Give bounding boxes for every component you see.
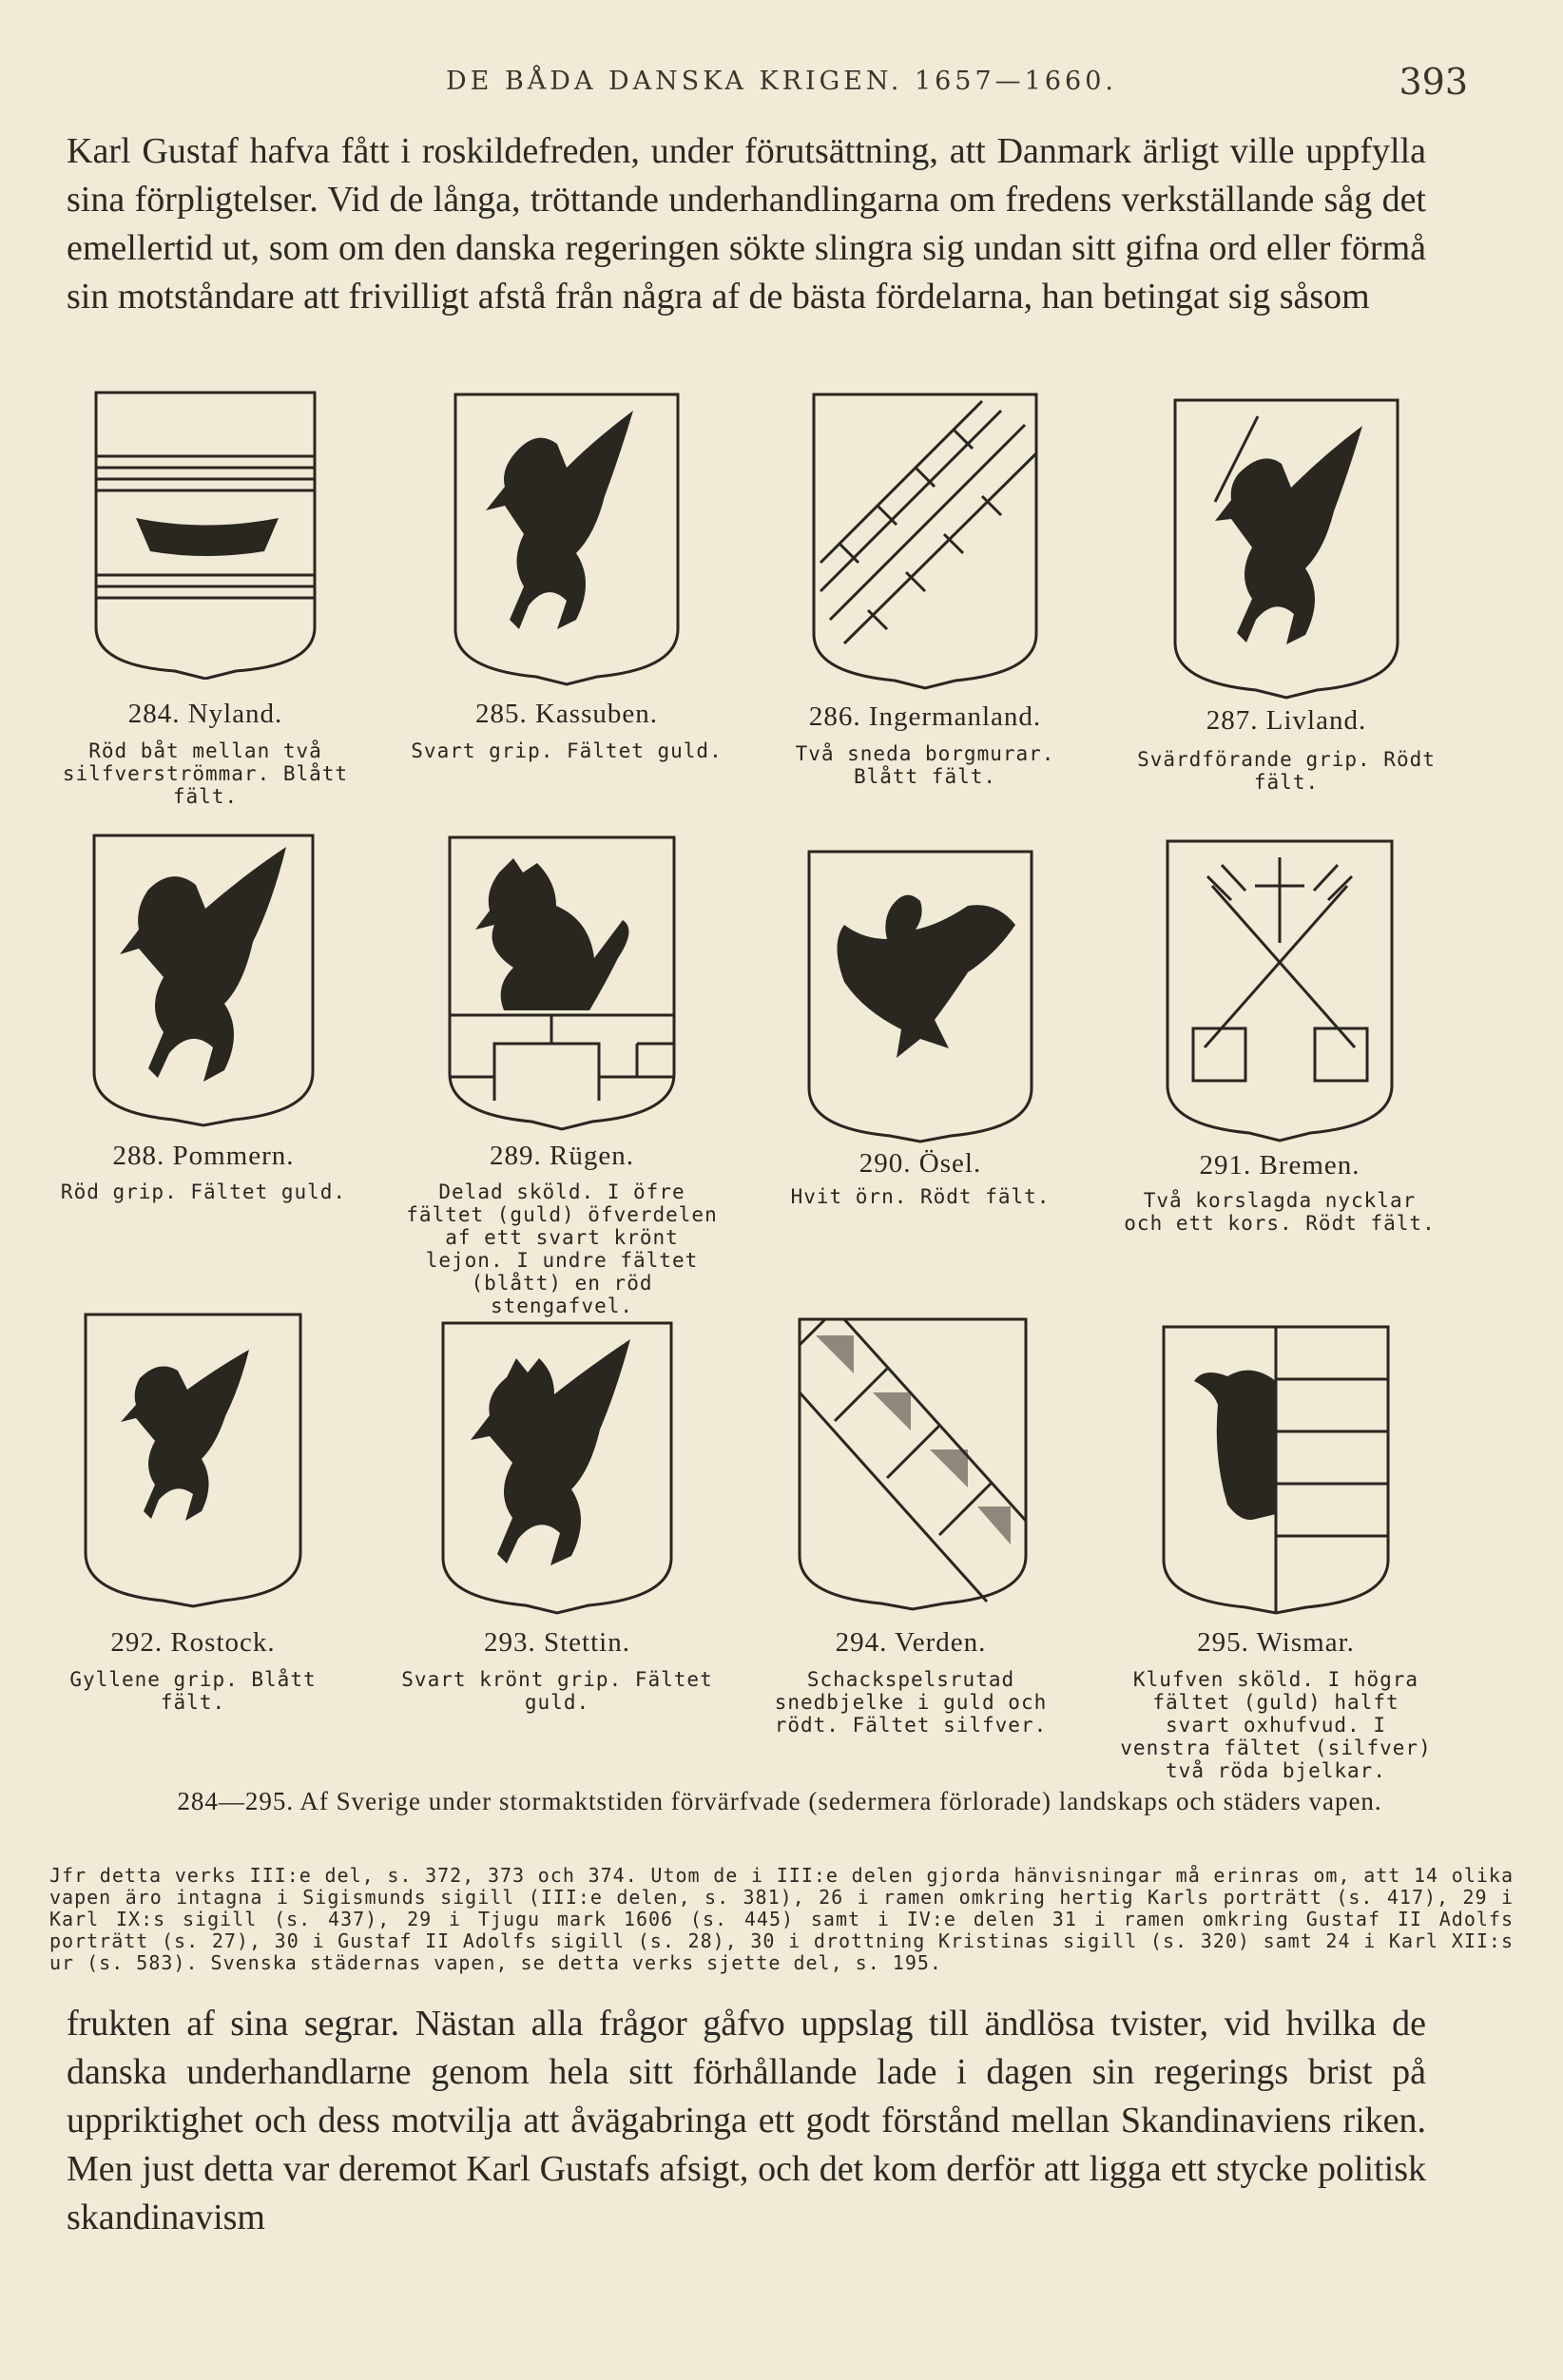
eagle-icon: [806, 849, 1034, 1143]
walls-icon: [811, 392, 1039, 691]
arms-title-287: 287. Livland.: [1206, 705, 1367, 736]
arms-title-295: 295. Wismar.: [1197, 1627, 1355, 1658]
shield-285-kassuben: [453, 392, 681, 686]
arms-desc-290: Hvit örn. Rödt fält.: [790, 1185, 1051, 1208]
arms-desc-288: Röd grip. Fältet guld.: [60, 1180, 347, 1203]
arms-desc-286: Två sneda borgmurar. Blått fält.: [795, 742, 1055, 788]
arms-title-288: 288. Pommern.: [112, 1141, 295, 1171]
paragraph-top: Karl Gustaf hafva fått i roskildefreden, under förutsättning, att Danmark ärligt ville uppfylla sina förpligtelser. Vid de långa, tröttande underhandlingarna om fredens verkställande såg det emellertid ut, som om den danska regeringen sökte slingra sig undan sitt gifna ord eller förmå sin motståndare att frivilligt afstå från några af de bästa fördelarna, han betingat sig såsom: [67, 131, 1426, 317]
shield-289-rugen: [447, 835, 677, 1131]
arms-desc-292: Gyllene grip. Blått fält.: [69, 1668, 317, 1714]
arms-desc-294: Schackspelsrutad snedbjelke i guld och rödt. Fältet silfver.: [774, 1668, 1048, 1737]
shield-295-wismar: [1161, 1324, 1391, 1615]
shield-293-stettin: [440, 1320, 674, 1615]
shield-291-bremen: [1165, 838, 1395, 1142]
arms-title-293: 293. Stettin.: [484, 1627, 630, 1658]
arms-title-294: 294. Verden.: [835, 1627, 987, 1658]
figure-caption: 284—295. Af Sverige under stormaktstiden förvärfvade (sedermera förlorade) landskaps och städers vapen.: [177, 1787, 1382, 1815]
arms-desc-295: Klufven sköld. I högra fältet (guld) halft svart oxhufvud. I venstra fältet (silfver) två röda bjelkar.: [1120, 1668, 1432, 1782]
sword-griffin-icon: [1172, 397, 1400, 700]
arms-desc-293: Svart krönt grip. Fältet guld.: [401, 1668, 713, 1714]
shield-288-pommern: [91, 833, 316, 1127]
boat-icon: [93, 390, 318, 680]
arms-desc-284: Röd båt mellan två silfverströmmar. Blått fält.: [62, 739, 349, 808]
griffin-icon: [91, 833, 316, 1127]
running-head: DE BÅDA DANSKA KRIGEN. 1657—1660.: [446, 67, 1117, 96]
lion-gable-icon: [447, 835, 677, 1131]
checkered-bend-icon: [797, 1316, 1029, 1611]
arms-title-289: 289. Rügen.: [490, 1141, 634, 1171]
shield-287-livland: [1172, 397, 1400, 700]
griffin-icon: [440, 1320, 674, 1615]
arms-desc-291: Två korslagda nycklar och ett kors. Rödt fält.: [1124, 1189, 1436, 1235]
arms-title-290: 290. Ösel.: [859, 1148, 982, 1179]
arms-desc-289: Delad sköld. I öfre fältet (guld) öfverdelen af ett svart krönt lejon. I undre fältet (blått) en röd stengafvel.: [406, 1180, 718, 1317]
paragraph-bottom: frukten af sina segrar. Nästan alla frågor gåfvo uppslag till ändlösa tvister, vid hvilka de danska underhandlarne genom hela sitt förhållande lade i dagen sin regerings brist på uppriktighet och dess motvilja att åvägabringa ett godt förstånd mellan Skandinaviens riken. Men just detta var deremot Karl Gustafs afsigt, och det kom derför att ligga ett stycke politisk skandinavism: [67, 2004, 1426, 2237]
arms-title-284: 284. Nyland.: [127, 699, 283, 729]
shield-290-osel: [806, 849, 1034, 1143]
arms-desc-285: Svart grip. Fältet guld.: [411, 739, 723, 762]
shield-294-verden: [797, 1316, 1029, 1611]
arms-desc-287: Svärdförande grip. Rödt fält.: [1137, 748, 1436, 794]
shield-292-rostock: [83, 1312, 303, 1608]
keys-icon: [1165, 838, 1395, 1142]
shield-286-ingermanland: [811, 392, 1039, 691]
page-number: 393: [1399, 61, 1468, 103]
figure-note: Jfr detta verks III:e del, s. 372, 373 och 374. Utom de i III:e delen gjorda hänvisningar må erinras om, att 14 olika vapen äro intagna i Sigismunds sigill (III:e delen, s. 381), 26 i ramen omkring hertig Karls porträtt (s. 417), 29 i Karl IX:s sigill (s. 437), 29 i Tjugu mark 1606 (s. 445) samt i IV:e delen 31 i ramen omkring Gustaf II Adolfs porträtt (s. 27), 30 i Gustaf II Adolfs sigill (s. 28), 30 i drottning Kristinas sigill (s. 320) samt 24 i Karl XII:s ur (s. 583). Svenska städernas vapen, se detta verks sjette del, s. 195.: [49, 1864, 1514, 1974]
arms-title-291: 291. Bremen.: [1199, 1150, 1360, 1180]
arms-title-285: 285. Kassuben.: [474, 699, 658, 729]
arms-title-286: 286. Ingermanland.: [808, 701, 1042, 732]
ox-head-icon: [1161, 1324, 1391, 1615]
griffin-icon: [453, 392, 681, 686]
arms-title-292: 292. Rostock.: [110, 1627, 276, 1658]
griffin-icon: [83, 1312, 303, 1608]
shield-284-nyland: [93, 390, 318, 680]
